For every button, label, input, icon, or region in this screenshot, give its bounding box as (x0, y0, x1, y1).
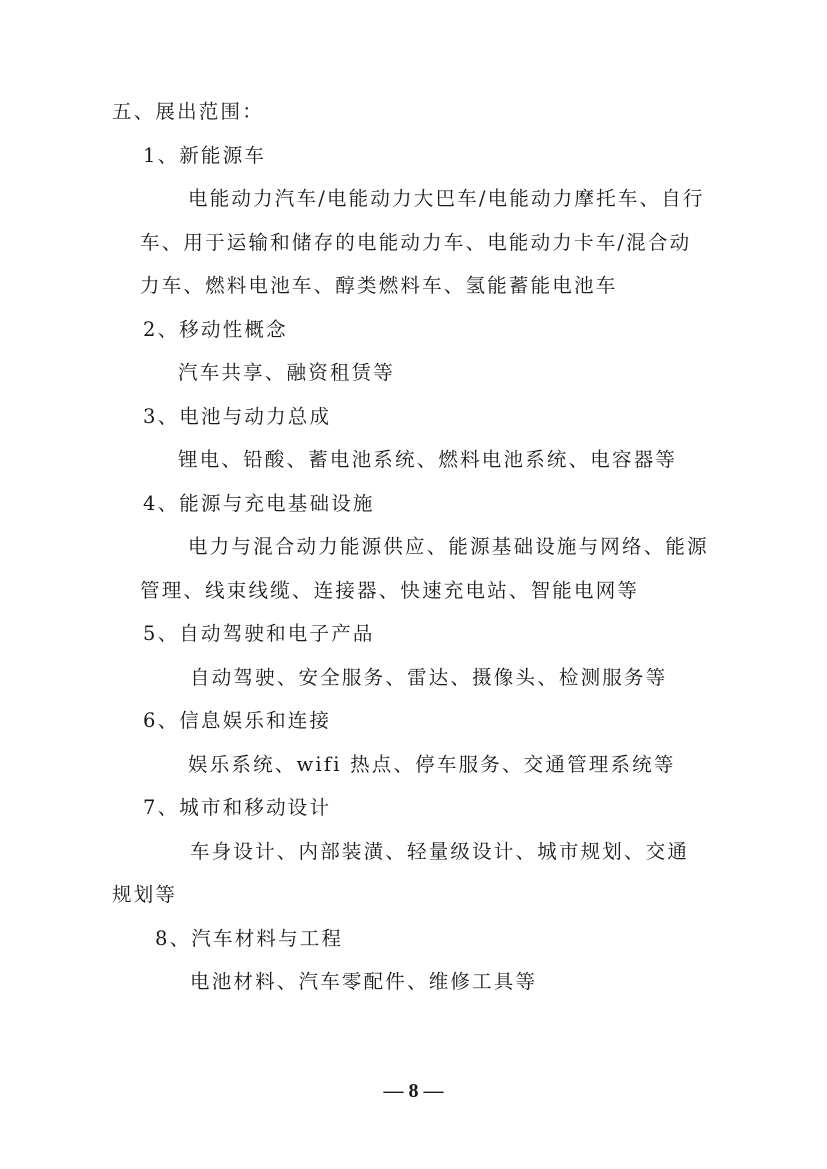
category-heading-4: 4、能源与充电基础设施 (143, 492, 375, 515)
category-8-line-1: 电池材料、汽车零配件、维修工具等 (190, 970, 538, 993)
category-heading-6: 6、信息娱乐和连接 (143, 709, 332, 732)
category-1-line-1: 电能动力汽车/电能动力大巴车/电能动力摩托车、自行 (188, 187, 705, 210)
category-5-line-1: 自动驾驶、安全服务、雷达、摄像头、检测服务等 (190, 666, 668, 689)
category-4-line-1: 电力与混合动力能源供应、能源基础设施与网络、能源 (188, 535, 709, 558)
category-heading-7: 7、城市和移动设计 (143, 796, 332, 819)
category-4-line-2: 管理、线束线缆、连接器、快速充电站、智能电网等 (140, 579, 640, 602)
category-6-line-1: 娱乐系统、wifi 热点、停车服务、交通管理系统等 (188, 753, 676, 776)
category-heading-8: 8、汽车材料与工程 (155, 927, 344, 950)
section-title: 五、展出范围： (112, 100, 264, 123)
category-7-line-1: 车身设计、内部装潢、轻量级设计、城市规划、交通 (190, 840, 690, 863)
category-heading-1: 1、新能源车 (143, 144, 267, 167)
category-heading-3: 3、电池与动力总成 (143, 405, 332, 428)
category-7-line-2: 规划等 (112, 883, 178, 906)
category-heading-2: 2、移动性概念 (143, 318, 288, 341)
category-1-line-3: 力车、燃料电池车、醇类燃料车、氢能蓄能电池车 (140, 274, 618, 297)
page-number: — 8 — (383, 1080, 444, 1102)
category-3-line-1: 锂电、铅酸、蓄电池系统、燃料电池系统、电容器等 (178, 448, 678, 471)
category-2-line-1: 汽车共享、融资租赁等 (178, 361, 396, 384)
category-heading-5: 5、自动驾驶和电子产品 (143, 622, 375, 645)
category-1-line-2: 车、用于运输和储存的电能动力车、电能动力卡车/混合动 (140, 231, 692, 254)
